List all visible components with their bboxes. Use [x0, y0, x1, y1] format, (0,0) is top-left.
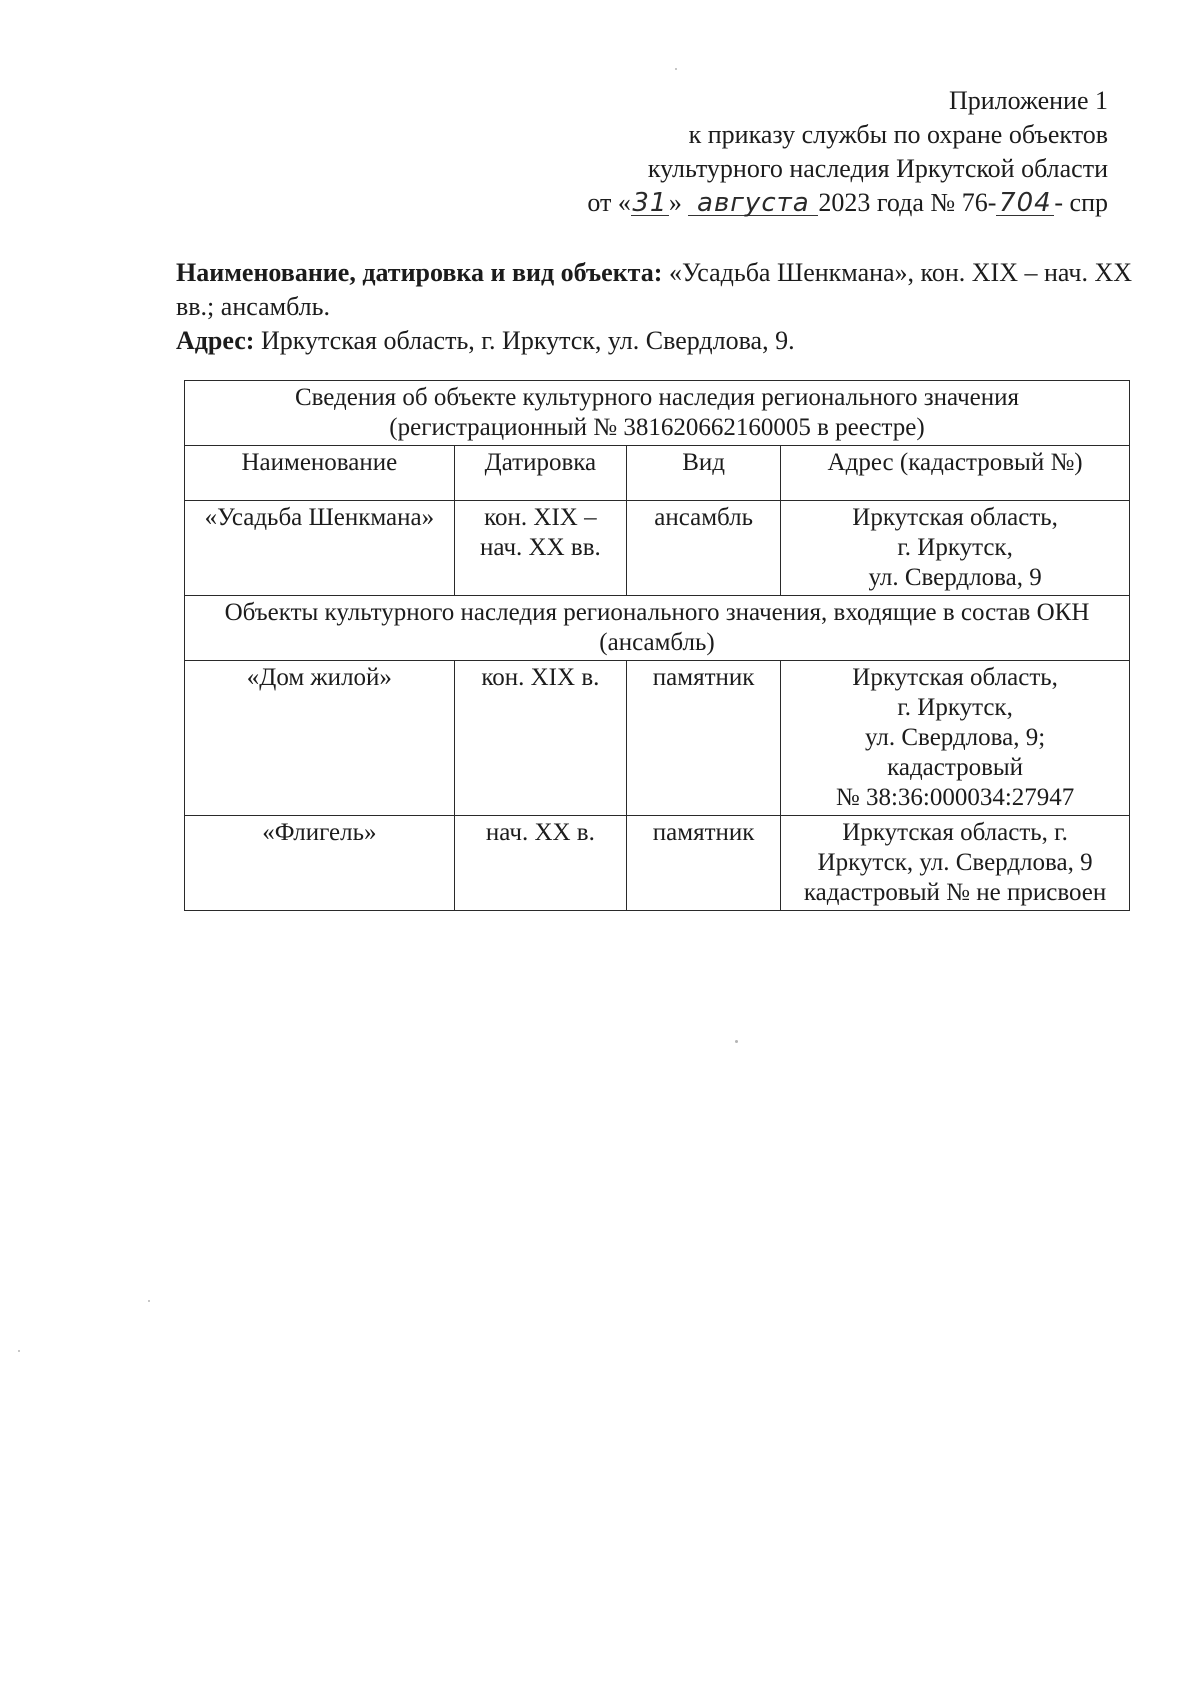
table-row-ensemble [185, 501, 1130, 596]
authority-line: культурного наследия Иркутской области [647, 154, 1108, 183]
section-subtitle-line: (ансамбль) [599, 629, 715, 656]
cell-type: ансамбль [627, 501, 781, 596]
handwritten-order-number: 704 [996, 191, 1054, 216]
object-address-label: Адрес: [176, 326, 255, 355]
cell-type: памятник [627, 816, 781, 911]
cell-address-line: Иркутск, ул. Свердлова, 9 [817, 849, 1093, 876]
table-row [185, 661, 1130, 816]
cell-address-line: № 38:36:000034:27947 [835, 784, 1075, 811]
object-name-paragraph [176, 256, 1136, 324]
cell-address-line: г. Иркутск, [897, 694, 1013, 721]
cell-date-line: нач. XX вв. [480, 534, 601, 561]
cell-address [781, 661, 1130, 816]
scan-speck [18, 1350, 20, 1352]
object-name-value: «Усадьба Шенкмана», кон. XIX – нач. XX вв.; ансамбль. [176, 258, 1133, 321]
cell-address-line: Иркутская область, [852, 504, 1058, 531]
cell-address-line: г. Иркутск, [897, 534, 1013, 561]
cell-address-line: кадастровый [887, 754, 1024, 781]
cell-name: «Усадьба Шенкмана» [185, 501, 455, 596]
column-header-name: Наименование [185, 446, 455, 501]
object-description [176, 256, 1136, 358]
handwritten-month: августа [688, 191, 818, 216]
column-header-type: Вид [627, 446, 781, 501]
table-registry-line: (регистрационный № 381620662160005 в реестре) [389, 414, 925, 441]
cell-date: нач. XX в. [454, 816, 626, 911]
table-header-row [185, 446, 1130, 501]
cell-address-line: ул. Свердлова, 9 [868, 564, 1042, 591]
object-address-paragraph [176, 324, 1136, 358]
cell-address-line: Иркутская область, [852, 664, 1058, 691]
cell-address-line: ул. Свердлова, 9; [864, 724, 1046, 751]
scan-speck [675, 68, 677, 70]
object-address-value: Иркутская область, г. Иркутск, ул. Свердлова, 9. [260, 326, 795, 355]
scan-speck [148, 1300, 150, 1302]
order-suffix: - спр [1054, 188, 1108, 217]
table-row [185, 816, 1130, 911]
heritage-object-table [184, 380, 1130, 911]
appendix-header [587, 84, 1108, 220]
cell-address [781, 816, 1130, 911]
table-title-line: Сведения об объекте культурного наследия регионального значения [294, 384, 1020, 411]
order-date-line [587, 186, 1108, 220]
section-title-cell [185, 596, 1130, 661]
cell-name: «Дом жилой» [185, 661, 455, 816]
handwritten-day: 31 [632, 188, 668, 218]
column-header-address: Адрес (кадастровый №) [781, 446, 1130, 501]
cell-address-line: Иркутская область, г. [842, 819, 1068, 846]
cell-date-line: кон. XIX – [484, 504, 597, 531]
cell-date: кон. XIX в. [454, 661, 626, 816]
table-title-cell [185, 381, 1130, 446]
cell-date [454, 501, 626, 596]
column-header-date: Датировка [454, 446, 626, 501]
table-section-row [185, 596, 1130, 661]
object-name-label: Наименование, датировка и вид объекта: [176, 258, 663, 287]
date-mid: » [668, 188, 682, 217]
cell-type: памятник [627, 661, 781, 816]
cell-address [781, 501, 1130, 596]
cell-name: «Флигель» [185, 816, 455, 911]
appendix-title: Приложение 1 [948, 86, 1108, 115]
year-text: 2023 года № 76- [818, 188, 997, 217]
order-reference-line: к приказу службы по охране объектов [688, 120, 1108, 149]
cell-address-line: кадастровый № не присвоен [803, 879, 1107, 906]
date-prefix: от « [587, 188, 631, 217]
section-title-line: Объекты культурного наследия регионального значения, входящие в состав ОКН [224, 599, 1090, 626]
scan-speck [735, 1040, 738, 1043]
